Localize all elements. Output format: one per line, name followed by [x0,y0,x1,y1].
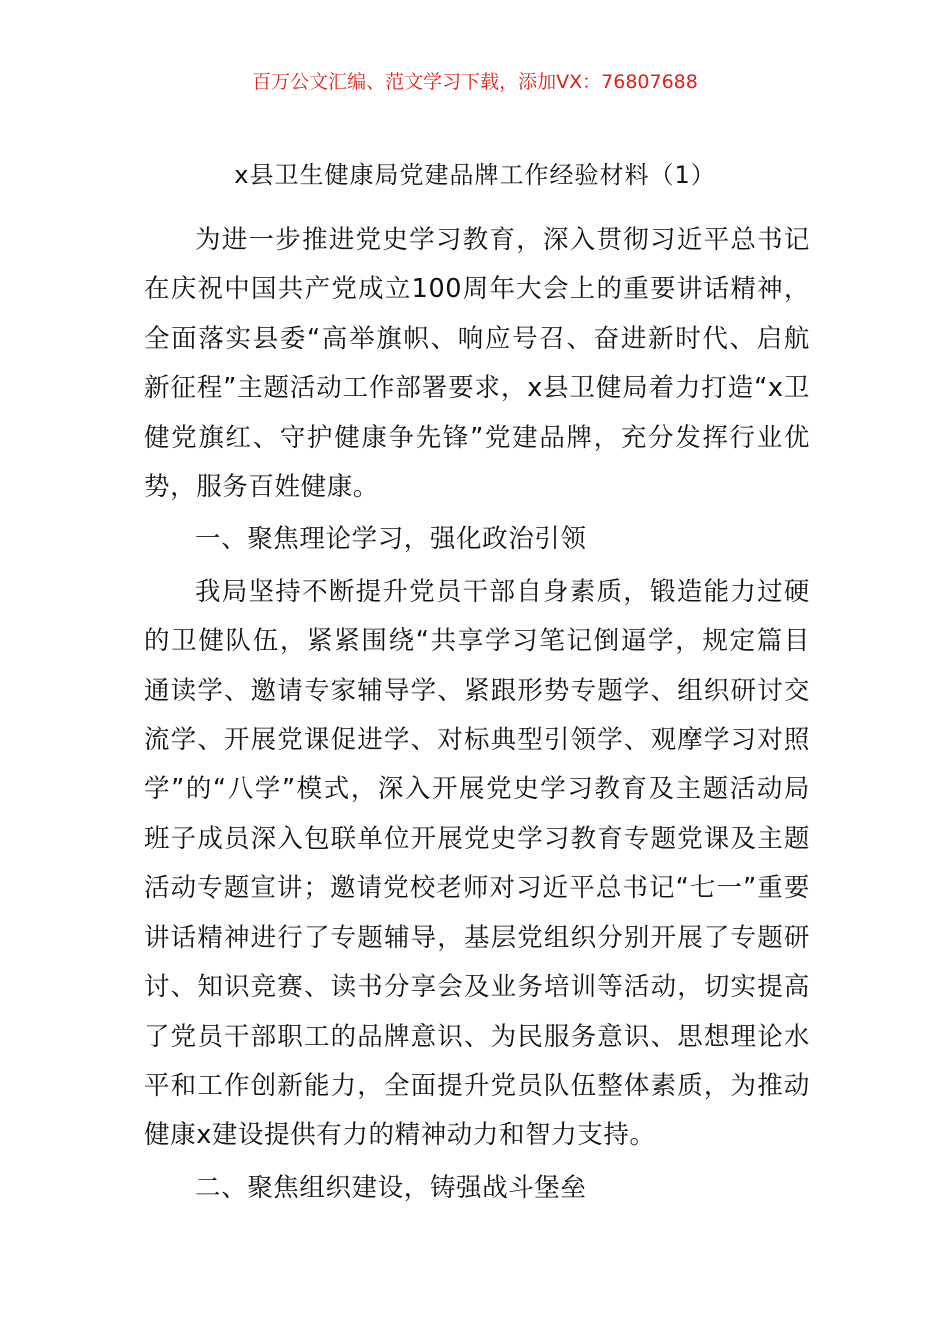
document-title: x县卫生健康局党建品牌工作经验材料（1） [234,161,716,189]
section-1-paragraph: 我局坚持不断提升党员干部自身素质，锻造能力过硬的卫健队伍，紧紧围绕“共享学习笔记倒逼学，规定篇目通读学、邀请专家辅导学、紧跟形势专题学、组织研讨交流学、开展党课促进学、对标典型引领学、观摩学习对照学”的“八学”模式，深入开展党史学习教育及主题活动局班子成员深入包联单位开展党史学习教育专题党课及主题活动专题宣讲；邀请党校老师对习近平总书记“七一”重要讲话精神进行了专题辅导，基层党组织分别开展了专题研讨、知识竞赛、读书分享会及业务培训等活动，切实提高了党员干部职工的品牌意识、为民服务意识、思想理论水平和工作创新能力，全面提升党员队伍整体素质，为推动健康x建设提供有力的精神动力和智力支持。 [144,576,810,1151]
section-heading-2: 二、聚焦组织建设，铸强战斗堡垒 [195,1172,587,1203]
intro-paragraph: 为进一步推进党史学习教育，深入贯彻习近平总书记在庆祝中国共产党成立100周年大会上的重要讲话精神，全面落实县委“高举旗帜、响应号召、奋进新时代、启航新征程”主题活动工作部署要求，x县卫健局着力打造“x卫健党旗红、守护健康争先锋”党建品牌，充分发挥行业优势，服务百姓健康。 [144,225,810,503]
document-body [144,216,810,1216]
watermark-banner: 百万公文汇编、范文学习下载，添加VX：76807688 [252,71,698,93]
section-heading-1: 一、聚焦理论学习，强化政治引领 [195,524,587,555]
